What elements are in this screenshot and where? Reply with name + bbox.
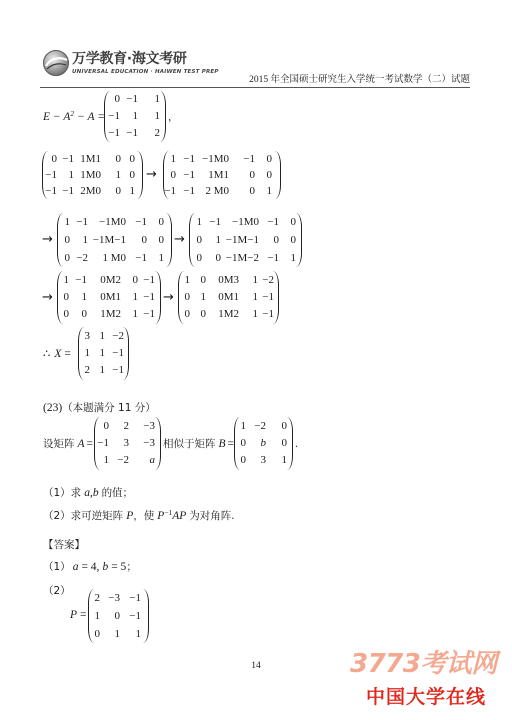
matrix-entry: 0 — [200, 308, 206, 320]
matrix-entry: 0 — [273, 233, 279, 246]
matrix-entry: 1 — [252, 291, 258, 303]
logo-text: 万学教育·海文考研 — [72, 51, 187, 67]
matrix-entry: −2 — [262, 274, 274, 286]
lhs-comma: ， — [168, 111, 179, 123]
matrix-entry: 1 — [281, 454, 287, 466]
q2-mid: ，使 — [133, 510, 155, 522]
q1-prefix: （1）求 — [43, 487, 82, 499]
therefore-symbol: ∴ — [43, 346, 51, 360]
matrix-entry: −1M−2 — [225, 251, 259, 264]
problem-number: (23) — [43, 402, 63, 414]
matrix-entry: 1 — [200, 291, 206, 303]
statement-prefix: 设矩阵 — [43, 438, 75, 450]
watermark-site: 3773考试网 — [350, 649, 497, 679]
matrix-entry: 1 — [266, 184, 272, 197]
matrix-entry: 1 — [132, 110, 138, 122]
matrix-entry: 0 — [240, 437, 246, 449]
matrix-entry: 2 — [84, 364, 90, 376]
row-reduction-arrow: → — [163, 290, 174, 305]
equals-sign: = — [227, 438, 235, 450]
matrix-entry: 2 M0 — [205, 184, 229, 197]
matrix-entry: 1 — [135, 627, 141, 640]
matrix-entry: −1 — [143, 274, 155, 286]
header-rule — [40, 87, 470, 88]
matrix-entry: 2 — [154, 127, 160, 139]
statement-matrix-b — [163, 436, 234, 451]
matrix-entry: 1 — [84, 347, 90, 359]
matrix-entry: 0 — [266, 168, 272, 181]
x-label: X — [54, 348, 62, 360]
augmented-matrix-step-2 — [163, 151, 281, 199]
matrix-entry: 0 — [249, 168, 255, 181]
row-reduction-arrow: → — [146, 167, 157, 182]
watermark-org: 中国大学在线 — [366, 686, 487, 708]
matrix-b — [234, 417, 293, 470]
matrix-entry: 0 — [64, 251, 70, 264]
matrix-entry: 1 M0 — [102, 251, 126, 264]
matrix-entry: 1 — [94, 609, 100, 622]
matrix-grid — [178, 271, 279, 323]
matrix-entry: −1 — [45, 184, 57, 197]
q1-vars: a,b — [84, 487, 99, 499]
matrix-entry: 0 — [129, 168, 135, 181]
matrix-entry: 0 — [132, 274, 138, 286]
matrix-entry: −1 — [112, 364, 124, 376]
matrix-entry: 1 — [99, 347, 105, 359]
matrix-a — [94, 417, 161, 470]
matrix-entry: −1 — [126, 127, 138, 139]
matrix-entry: 1 — [215, 233, 221, 246]
matrix-entry: 0 — [94, 627, 100, 640]
matrix-entry: 1 — [99, 364, 105, 376]
matrix-entry: 1 — [99, 330, 105, 342]
matrix-entry: b — [260, 437, 266, 449]
answer-part-1-label: （1） — [43, 561, 71, 573]
matrix-entry: −1 — [209, 215, 221, 228]
matrix-entry: 1 — [154, 93, 160, 105]
matrix-entry: −1 — [267, 215, 279, 228]
answer-a-value: = 4, — [81, 561, 100, 573]
matrix-entry: −2 — [76, 251, 88, 264]
matrix-entry: 0 — [281, 437, 287, 449]
matrix-entry: −3 — [143, 420, 155, 432]
matrix-entry: 2 — [123, 420, 129, 432]
answer-heading: 【答案】 — [43, 539, 85, 551]
b-label: B — [218, 438, 226, 450]
matrix-entry: 0 — [129, 152, 135, 165]
matrix-grid — [88, 589, 149, 643]
matrix-entry: −1 — [183, 184, 195, 197]
matrix-entry: 0 — [184, 291, 190, 303]
matrix-entry: 0 — [64, 233, 70, 246]
matrix-grid — [189, 213, 302, 267]
matrix-entry: 1 — [115, 168, 121, 181]
matrix-entry: 1M0 — [80, 168, 101, 181]
matrix-entry: −1 — [108, 127, 120, 139]
question-1 — [43, 485, 133, 500]
equals-sign: = — [64, 348, 71, 360]
matrix-entry: −1 — [135, 251, 147, 264]
matrix-entry: 0 — [63, 308, 69, 320]
p-equals — [70, 608, 87, 622]
matrix-entry: 0 — [196, 233, 202, 246]
matrix-entry: −1 — [164, 184, 176, 197]
matrix-entry: 0 — [290, 215, 296, 228]
matrix-entry: 0 — [290, 233, 296, 246]
matrix-entry: −1M0 — [99, 215, 126, 228]
matrix-entry: −1M0 — [202, 152, 229, 165]
matrix-entry: −3 — [108, 591, 120, 604]
row-reduction-arrow: → — [42, 290, 53, 305]
matrix-grid — [234, 417, 293, 469]
matrix-grid — [57, 271, 161, 323]
matrix-grid — [78, 327, 129, 379]
augmented-matrix-step-1 — [42, 151, 143, 199]
matrix-entry: −1 — [97, 437, 109, 449]
answer-a-var: a — [72, 561, 79, 573]
matrix-entry: −2 — [254, 420, 266, 432]
row-reduction-arrow: → — [42, 232, 53, 247]
matrix-entry: 1 — [154, 110, 160, 122]
matrix-entry: 1 — [63, 274, 69, 286]
matrix-entry: 1M1 — [80, 152, 101, 165]
q2-exponent: −1 — [164, 508, 173, 517]
answer-part-1-end: ； — [126, 561, 137, 573]
matrix-entry: 0 — [115, 184, 121, 197]
matrix-entry: −1M−1 — [92, 233, 126, 246]
logo-subtitle: UNIVERSAL EDUCATION · HAIWEN TEST PREP — [72, 69, 219, 75]
matrix-entry: 1 — [158, 251, 164, 264]
matrix-entry: −1 — [76, 215, 88, 228]
matrix-entry: 0 — [200, 274, 206, 286]
augmented-matrix-step-6 — [178, 271, 279, 324]
matrix-grid — [57, 213, 172, 267]
matrix-entry: 1 — [81, 291, 87, 303]
matrix-entry: −1 — [135, 215, 147, 228]
matrix-entry: −1 — [45, 168, 57, 181]
matrix-entry: −2 — [112, 330, 124, 342]
matrix-entry: 1 — [170, 152, 176, 165]
matrix-x — [78, 327, 129, 380]
q2-p: P — [126, 510, 134, 522]
matrix-entry: 3 — [84, 330, 90, 342]
similar-text: 相似于矩阵 — [163, 438, 216, 450]
matrix-entry: 1 — [290, 251, 296, 264]
problem-score-note: （本题满分 11 分） — [62, 402, 156, 414]
augmented-matrix-step-5 — [57, 271, 161, 324]
matrix-entry: 0 — [170, 168, 176, 181]
p-label: P — [70, 609, 78, 621]
equals-sign: = — [86, 438, 94, 450]
matrix-entry: −1M−1 — [225, 233, 259, 246]
matrix-entry: 0 — [240, 454, 246, 466]
matrix-entry: 1 — [184, 274, 190, 286]
matrix-entry: 0 — [141, 233, 147, 246]
matrix-entry: 1 — [196, 215, 202, 228]
page-number: 14 — [251, 661, 261, 671]
matrix-entry: 0 — [81, 308, 87, 320]
matrix-entry: −1 — [143, 308, 155, 320]
matrix-entry: a — [149, 454, 155, 466]
lhs-tail: − A = — [77, 111, 105, 123]
matrix-p — [88, 589, 149, 643]
matrix-grid — [94, 417, 161, 469]
row-reduction-arrow: → — [174, 232, 185, 247]
q2-prefix: （2）求可逆矩阵 — [43, 510, 124, 522]
augmented-matrix-step-4 — [189, 213, 302, 267]
matrix-entry: 1M1 — [208, 168, 229, 181]
matrix-entry: −2 — [117, 454, 129, 466]
matrix-entry: 0 — [103, 420, 109, 432]
matrix-entry: 0 — [158, 215, 164, 228]
answer-b-var: b — [102, 561, 109, 573]
q2-ap: AP — [172, 510, 187, 522]
matrix-entry: −1 — [183, 168, 195, 181]
matrix-entry: −1 — [129, 591, 141, 604]
matrix-entry: −1M0 — [232, 215, 259, 228]
statement-end: . — [295, 438, 298, 450]
matrix-entry: 0 — [249, 184, 255, 197]
q2-suffix: 为对角阵. — [189, 510, 235, 522]
matrix-entry: −1 — [262, 308, 274, 320]
matrix-entry: 1 — [103, 454, 109, 466]
matrix-grid — [163, 151, 281, 199]
matrix-entry: 1 — [114, 627, 120, 640]
matrix-entry: −1 — [267, 251, 279, 264]
matrix-entry: −1 — [262, 291, 274, 303]
matrix-entry: −1 — [129, 609, 141, 622]
matrix-entry: 0M2 — [100, 274, 121, 286]
matrix-grid — [42, 151, 143, 199]
statement-matrix-a — [43, 436, 93, 451]
matrix-entry: 2 — [94, 591, 100, 604]
q2-p-inverse: P — [157, 510, 165, 522]
matrix-entry: −3 — [143, 437, 155, 449]
matrix-entry: 1 — [82, 233, 88, 246]
matrix-entry: −1 — [183, 152, 195, 165]
question-2 — [43, 508, 235, 524]
matrix-entry: 0 — [114, 93, 120, 105]
matrix-entry: 0M3 — [218, 274, 239, 286]
equation-lhs — [43, 110, 105, 125]
matrix-entry: −1 — [243, 152, 255, 165]
matrix-entry: −1 — [112, 347, 124, 359]
matrix-entry: 1M2 — [218, 308, 239, 320]
problem-heading — [43, 400, 156, 415]
matrix-entry: 1M2 — [100, 308, 121, 320]
matrix-entry: 1 — [64, 215, 70, 228]
matrix-entry: 1 — [132, 308, 138, 320]
matrix-entry: 0M1 — [100, 291, 121, 303]
matrix-entry: 0M1 — [218, 291, 239, 303]
matrix-entry: −1 — [75, 274, 87, 286]
answer-b-value: = 5 — [111, 561, 127, 573]
matrix-entry: 0 — [158, 233, 164, 246]
equals-sign: = — [80, 609, 87, 621]
matrix-entry: −1 — [62, 152, 74, 165]
answer-part-1 — [43, 559, 137, 574]
matrix-entry: 1 — [129, 184, 135, 197]
matrix-entry: −1 — [62, 184, 74, 197]
a-label: A — [77, 438, 85, 450]
matrix-entry: −1 — [108, 110, 120, 122]
q1-suffix: 的值； — [101, 487, 134, 499]
matrix-entry: 1 — [240, 420, 246, 432]
exam-title: 2015 年全国硕士研究生入学统一考试数学（二）试题 — [249, 75, 470, 85]
matrix-entry: 0 — [63, 291, 69, 303]
therefore-x-equals — [43, 346, 71, 361]
lhs-head: E − A — [43, 111, 71, 123]
logo-emblem-icon — [42, 49, 70, 77]
matrix-entry: 0 — [51, 152, 57, 165]
matrix-entry: 0 — [266, 152, 272, 165]
matrix-entry: 0 — [281, 420, 287, 432]
matrix-entry: −1 — [126, 93, 138, 105]
matrix-entry: 3 — [260, 454, 266, 466]
matrix-entry: 1 — [132, 291, 138, 303]
answer-part-2-label: （2） — [43, 585, 71, 597]
matrix-entry: 0 — [196, 251, 202, 264]
matrix-grid — [104, 91, 166, 142]
matrix-entry: 1 — [252, 274, 258, 286]
matrix-entry: −1 — [143, 291, 155, 303]
matrix-entry: 1 — [68, 168, 74, 181]
matrix-entry: 1 — [252, 308, 258, 320]
lhs-exponent: 2 — [70, 109, 75, 118]
matrix-entry: 2M0 — [80, 184, 101, 197]
matrix-entry: 0 — [184, 308, 190, 320]
matrix-entry: 0 — [114, 609, 120, 622]
matrix-entry: 0 — [115, 152, 121, 165]
matrix-entry: 3 — [123, 437, 129, 449]
augmented-matrix-step-3 — [57, 213, 172, 267]
matrix-e-minus-a2-minus-a — [104, 91, 166, 142]
matrix-entry: 0 — [215, 251, 221, 264]
